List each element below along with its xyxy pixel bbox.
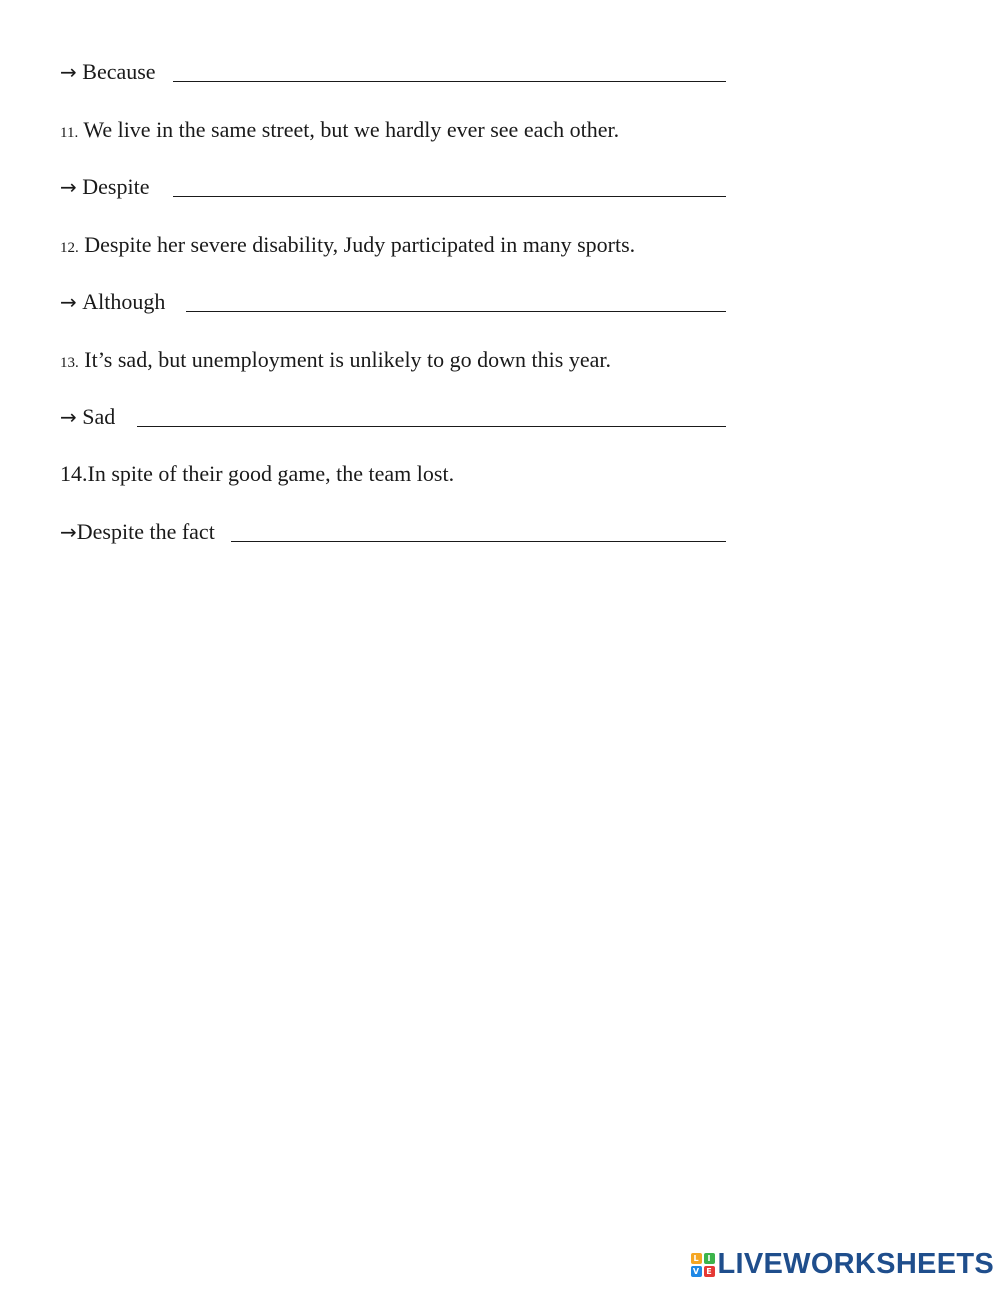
arrow-icon: → bbox=[60, 290, 77, 314]
answer-line-3 bbox=[60, 289, 165, 315]
answer-line-2 bbox=[60, 174, 149, 200]
question-number: 11. bbox=[60, 125, 79, 141]
logo-blocks-icon bbox=[691, 1253, 715, 1277]
arrow-icon: → bbox=[60, 60, 77, 84]
question-text: It’s sad, but unemployment is unlikely to go down this year. bbox=[84, 347, 611, 372]
answer-line-4 bbox=[60, 404, 115, 430]
answer-blank[interactable] bbox=[186, 293, 726, 312]
answer-prompt: Although bbox=[82, 289, 166, 314]
logo-block: E bbox=[704, 1266, 715, 1277]
logo-block: L bbox=[691, 1253, 702, 1264]
arrow-icon: → bbox=[60, 520, 77, 544]
question-12 bbox=[60, 232, 635, 261]
answer-blank[interactable] bbox=[137, 408, 726, 427]
arrow-icon: → bbox=[60, 175, 77, 199]
answer-prompt: Despite bbox=[82, 174, 150, 199]
logo-block: V bbox=[691, 1266, 702, 1277]
answer-blank[interactable] bbox=[173, 178, 726, 197]
question-text: We live in the same street, but we hardly ever see each other. bbox=[83, 117, 620, 142]
question-text: Despite her severe disability, Judy participated in many sports. bbox=[84, 232, 636, 257]
arrow-icon: → bbox=[60, 405, 77, 429]
question-number: 13. bbox=[60, 355, 79, 371]
answer-line-5 bbox=[60, 519, 215, 545]
question-number: 12. bbox=[60, 240, 79, 256]
answer-prompt: Sad bbox=[82, 404, 116, 429]
answer-line-1 bbox=[60, 59, 156, 85]
question-14 bbox=[60, 461, 454, 487]
question-text: 14.In spite of their good game, the team lost. bbox=[60, 461, 455, 486]
answer-blank[interactable] bbox=[173, 63, 726, 82]
liveworksheets-logo[interactable] bbox=[691, 1248, 995, 1281]
answer-blank[interactable] bbox=[231, 523, 726, 542]
answer-prompt: Despite the fact bbox=[76, 519, 215, 544]
question-11 bbox=[60, 117, 619, 146]
answer-prompt: Because bbox=[82, 59, 156, 84]
question-13 bbox=[60, 347, 611, 376]
logo-block: I bbox=[704, 1253, 715, 1264]
logo-text: LIVEWORKSHEETS bbox=[717, 1248, 994, 1280]
